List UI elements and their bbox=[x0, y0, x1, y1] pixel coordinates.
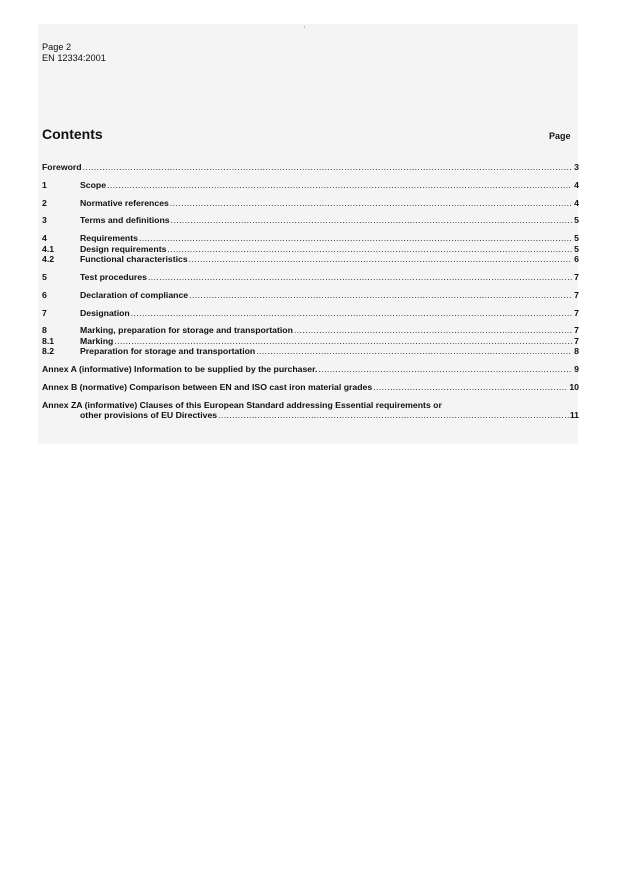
toc-entry-page: 5 bbox=[574, 233, 579, 244]
toc-entry-page: 9 bbox=[574, 364, 579, 375]
dot-leader bbox=[189, 254, 572, 265]
page-label: Page 2 bbox=[42, 42, 72, 52]
toc-entry-page: 5 bbox=[574, 243, 579, 254]
toc-entry-number: 4.1 bbox=[42, 243, 55, 254]
toc-entry-number: 1 bbox=[42, 179, 47, 190]
toc-entry-title: Test procedures bbox=[80, 271, 147, 282]
toc-entry-page: 8 bbox=[574, 346, 579, 357]
toc-annex-title-line2-row bbox=[42, 410, 579, 421]
dot-leader bbox=[167, 244, 572, 255]
toc-entry-page: 4 bbox=[574, 179, 579, 190]
toc-annex-title: Annex B (normative) Comparison between EN and ISO cast iron material grades bbox=[42, 381, 373, 392]
toc-entry-title: Preparation for storage and transportation bbox=[80, 346, 256, 357]
toc-entry[interactable] bbox=[42, 180, 579, 191]
toc-entry-foreword[interactable] bbox=[42, 162, 579, 173]
contents-heading: Contents bbox=[42, 126, 103, 142]
page-column-heading: Page bbox=[549, 131, 571, 141]
toc-entry[interactable] bbox=[42, 198, 579, 209]
toc-entry-page: 5 bbox=[574, 215, 579, 226]
toc-entry-number: 3 bbox=[42, 215, 47, 226]
toc-entry-number: 5 bbox=[42, 271, 47, 282]
toc-entry-number: 8 bbox=[42, 325, 47, 336]
standard-number: EN 12334:2001 bbox=[42, 53, 106, 63]
dot-leader bbox=[189, 290, 572, 301]
dot-leader bbox=[114, 336, 572, 347]
dot-leader bbox=[218, 410, 569, 421]
toc-entry-page: 6 bbox=[574, 254, 579, 265]
toc-entry-page: 7 bbox=[574, 335, 579, 346]
dot-leader bbox=[318, 364, 572, 375]
toc-entry-title: Designation bbox=[80, 307, 130, 318]
dot-leader bbox=[171, 215, 572, 226]
toc-annex-entry-za[interactable] bbox=[42, 400, 579, 421]
toc-annex-title-line1: Annex ZA (informative) Clauses of this European Standard addressing Essential requirements or bbox=[42, 399, 442, 410]
toc-entry[interactable] bbox=[42, 308, 579, 319]
toc-entry-title: Functional characteristics bbox=[80, 254, 188, 265]
toc-entry[interactable] bbox=[42, 290, 579, 301]
dot-leader bbox=[256, 346, 572, 357]
dot-leader bbox=[294, 325, 572, 336]
toc-annex-entry[interactable] bbox=[42, 364, 579, 375]
toc-entry-page: 11 bbox=[569, 410, 579, 421]
toc-entry-page: 7 bbox=[574, 325, 579, 336]
dot-leader bbox=[83, 162, 572, 173]
toc-entry-number: 4.2 bbox=[42, 254, 55, 265]
toc-entry[interactable] bbox=[42, 272, 579, 283]
toc-entry-title: Marking bbox=[80, 335, 114, 346]
toc-entry[interactable] bbox=[42, 325, 579, 336]
toc-entry-page: 3 bbox=[574, 162, 579, 172]
toc-entry-number: 7 bbox=[42, 307, 47, 318]
toc-entry-title: Normative references bbox=[80, 197, 169, 208]
toc-entry-title: Scope bbox=[80, 179, 107, 190]
dot-leader bbox=[170, 198, 572, 209]
toc-entry-number: 6 bbox=[42, 289, 47, 300]
toc-entry-title: Terms and definitions bbox=[80, 215, 170, 226]
scan-mark bbox=[304, 26, 305, 28]
page-header bbox=[42, 42, 106, 64]
toc-entry-page: 4 bbox=[574, 197, 579, 208]
toc-entry-title: Foreword bbox=[42, 162, 82, 172]
toc-entry-page: 10 bbox=[569, 381, 579, 392]
toc-entry[interactable] bbox=[42, 254, 579, 265]
toc-entry-title: Design requirements bbox=[80, 243, 167, 254]
toc-entry[interactable] bbox=[42, 346, 579, 357]
toc-entry-page: 7 bbox=[574, 289, 579, 300]
toc-entry[interactable] bbox=[42, 336, 579, 347]
toc-entry-title: Requirements bbox=[80, 233, 138, 244]
toc-annex-title-line2: other provisions of EU Directives bbox=[80, 410, 218, 421]
toc-entry-page: 7 bbox=[574, 307, 579, 318]
dot-leader bbox=[148, 272, 572, 283]
toc-entry-number: 8.1 bbox=[42, 335, 55, 346]
toc-entry[interactable] bbox=[42, 233, 579, 244]
toc-entry-page: 7 bbox=[574, 271, 579, 282]
toc-entry[interactable] bbox=[42, 215, 579, 226]
table-of-contents bbox=[42, 162, 579, 421]
toc-entry-number: 8.2 bbox=[42, 346, 55, 357]
toc-entry-number: 2 bbox=[42, 197, 47, 208]
toc-entry-number: 4 bbox=[42, 233, 47, 244]
dot-leader bbox=[373, 382, 568, 393]
toc-annex-title: Annex A (informative) Information to be supplied by the purchaser. bbox=[42, 364, 318, 375]
toc-entry[interactable] bbox=[42, 244, 579, 255]
toc-annex-entry[interactable] bbox=[42, 382, 579, 393]
toc-entry-title: Declaration of compliance bbox=[80, 289, 189, 300]
dot-leader bbox=[139, 233, 572, 244]
dot-leader bbox=[107, 180, 572, 191]
toc-entry-title: Marking, preparation for storage and transportation bbox=[80, 325, 293, 336]
dot-leader bbox=[131, 308, 572, 319]
